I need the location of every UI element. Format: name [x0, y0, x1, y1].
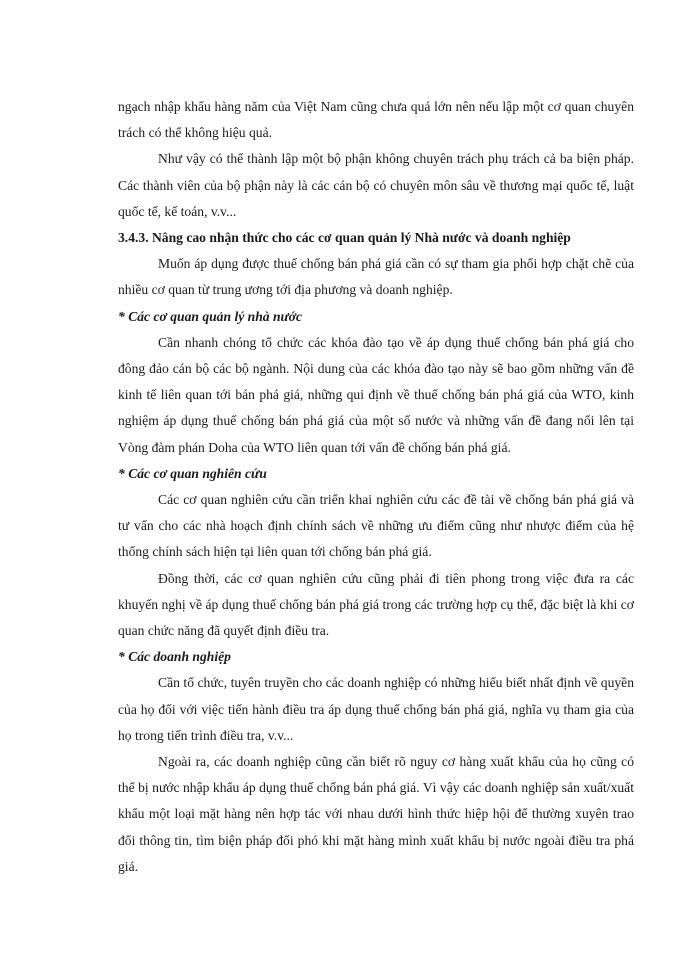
paragraph-enterprises-2: Ngoài ra, các doanh nghiệp cũng cần biết rõ nguy cơ hàng xuất khẩu của họ cũng có thể bị nước nhập khẩu áp dụng thuế chống bán phá giá. Vì vậy các doanh nghiệp sản xuất/xuất khẩu một loại mặt hàng nên hợp tác với nhau dưới hình thức hiệp hội để thường xuyên trao đổi thông tin, tìm biện pháp đối phó khi mặt hàng mình xuất khẩu bị nước ngoài điều tra phá giá. [118, 754, 634, 874]
paragraph-intro: Muốn áp dụng được thuế chống bán phá giá cần có sự tham gia phối hợp chặt chẽ của nhiều cơ quan từ trung ương tới địa phương và doanh nghiệp. [118, 256, 634, 298]
paragraph-continuation: ngạch nhập khẩu hàng năm của Việt Nam cũng chưa quá lớn nên nếu lập một cơ quan chuyên trách có thể không hiệu quả. [118, 99, 634, 141]
subheading-enterprises: * Các doanh nghiệp [118, 649, 231, 665]
paragraph-research-2: Đồng thời, các cơ quan nghiên cứu cũng phải đi tiên phong trong việc đưa ra các khuyến nghị về áp dụng thuế chống bán phá giá trong các trường hợp cụ thể, đặc biệt là khi cơ quan chức năng đã quyết định điều tra. [118, 570, 634, 639]
section-heading-3-4-3: 3.4.3. Nâng cao nhận thức cho các cơ quan quản lý Nhà nước và doanh nghiệp [118, 230, 571, 246]
paragraph-research-1: Các cơ quan nghiên cứu cần triển khai nghiên cứu các đề tài về chống bán phá giá và tư vấn cho các nhà hoạch định chính sách về những ưu điểm cũng như nhược điểm của hệ thống chính sách hiện tại liên quan tới chống bán phá giá. [118, 492, 634, 560]
paragraph-state-agencies: Cần nhanh chóng tổ chức các khóa đào tạo về áp dụng thuế chống bán phá giá cho đông đảo cán bộ các bộ ngành. Nội dung của các khóa đào tạo này sẽ bao gồm những vấn đề kinh tế liên quan tới bán phá giá, những qui định về thuế chống bán phá giá của WTO, kinh nghiệm áp dụng thuế chống bán phá giá của một số nước và những vấn đề đang nổi lên tại Vòng đàm phán Doha của WTO liên quan tới vấn đề chống bán phá giá. [118, 334, 634, 455]
subheading-state-agencies: * Các cơ quan quản lý nhà nước [118, 308, 303, 324]
paragraph-enterprises-1: Cần tổ chức, tuyên truyền cho các doanh nghiệp có những hiểu biết nhất định về quyền của họ đối với việc tiến hành điều tra áp dụng thuế chống bán phá giá, nghĩa vụ tham gia của họ trong tiến trình điều tra, v.v... [118, 675, 634, 743]
subheading-research-agencies: * Các cơ quan nghiên cứu [118, 465, 267, 481]
document-page [118, 94, 634, 880]
paragraph-organization: Như vậy có thể thành lập một bộ phận không chuyên trách phụ trách cả ba biện pháp. Các thành viên của bộ phận này là các cán bộ có chuyên môn sâu về thương mại quốc tế, luật quốc tế, kế toán, v.v... [118, 151, 634, 219]
